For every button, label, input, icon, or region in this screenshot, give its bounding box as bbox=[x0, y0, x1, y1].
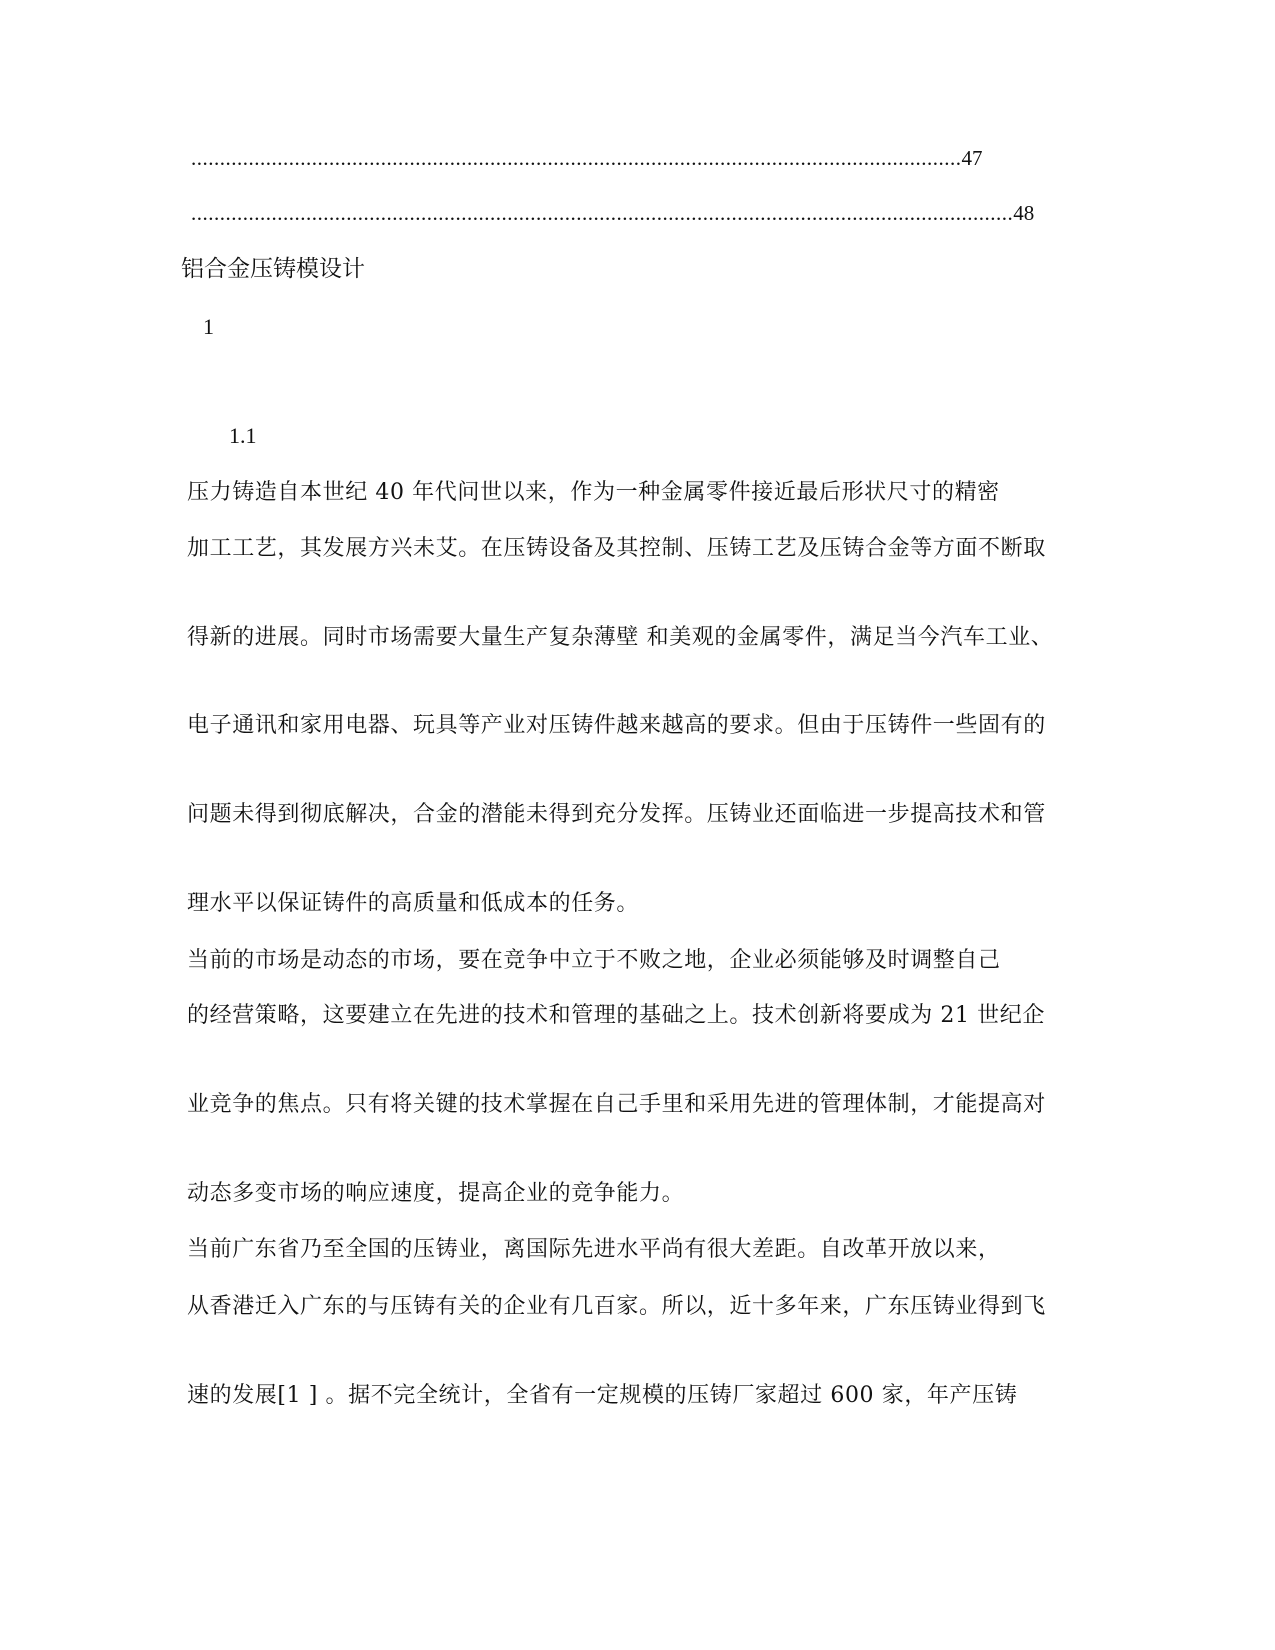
document-title: 铝合金压铸模设计 bbox=[181, 256, 365, 282]
chapter-number: 1 bbox=[203, 314, 214, 339]
paragraph-line: 速的发展[1 ] 。据不完全统计，全省有一定规模的压铸厂家超过 600 家，年产压铸 bbox=[187, 1383, 1018, 1408]
paragraph-line: 压力铸造自本世纪 40 年代问世以来，作为一种金属零件接近最后形状尺寸的精密 bbox=[187, 480, 1000, 505]
paragraph-line: 的经营策略，这要建立在先进的技术和管理的基础之上。技术创新将要成为 21 世纪企 bbox=[187, 1003, 1045, 1028]
paragraph-line: 动态多变市场的响应速度，提高企业的竞争能力。 bbox=[187, 1181, 685, 1206]
paragraph-line: 加工工艺，其发展方兴未艾。在压铸设备及其控制、压铸工艺及压铸合金等方面不断取 bbox=[187, 536, 1046, 561]
toc-entry-2 bbox=[191, 201, 1034, 225]
paragraph-line: 理水平以保证铸件的高质量和低成本的任务。 bbox=[187, 891, 640, 916]
toc-page-number: 47 bbox=[961, 146, 983, 170]
toc-page-number: 48 bbox=[1013, 201, 1035, 225]
section-number: 1.1 bbox=[229, 423, 257, 448]
paragraph-line: 当前的市场是动态的市场，要在竞争中立于不败之地，企业必须能够及时调整自己 bbox=[187, 948, 1001, 973]
toc-leader-dots: ...................................................................................................................................... bbox=[191, 146, 962, 170]
toc-entry-1 bbox=[191, 146, 983, 170]
paragraph-line: 问题未得到彻底解决，合金的潜能未得到充分发挥。压铸业还面临进一步提高技术和管 bbox=[187, 802, 1046, 827]
paragraph-line: 得新的进展。同时市场需要大量生产复杂薄壁 和美观的金属零件，满足当今汽车工业、 bbox=[187, 625, 1054, 650]
paragraph-line: 当前广东省乃至全国的压铸业，离国际先进水平尚有很大差距。自改革开放以来， bbox=[187, 1237, 1001, 1262]
paragraph-line: 电子通讯和家用电器、玩具等产业对压铸件越来越高的要求。但由于压铸件一些固有的 bbox=[187, 713, 1046, 738]
paragraph-line: 从香港迁入广东的与压铸有关的企业有几百家。所以，近十多年来，广东压铸业得到飞 bbox=[187, 1294, 1046, 1319]
paragraph-line: 业竞争的焦点。只有将关键的技术掌握在自己手里和采用先进的管理体制，才能提高对 bbox=[187, 1092, 1046, 1117]
toc-leader-dots: ............................................................................................................................................... bbox=[191, 201, 1014, 225]
